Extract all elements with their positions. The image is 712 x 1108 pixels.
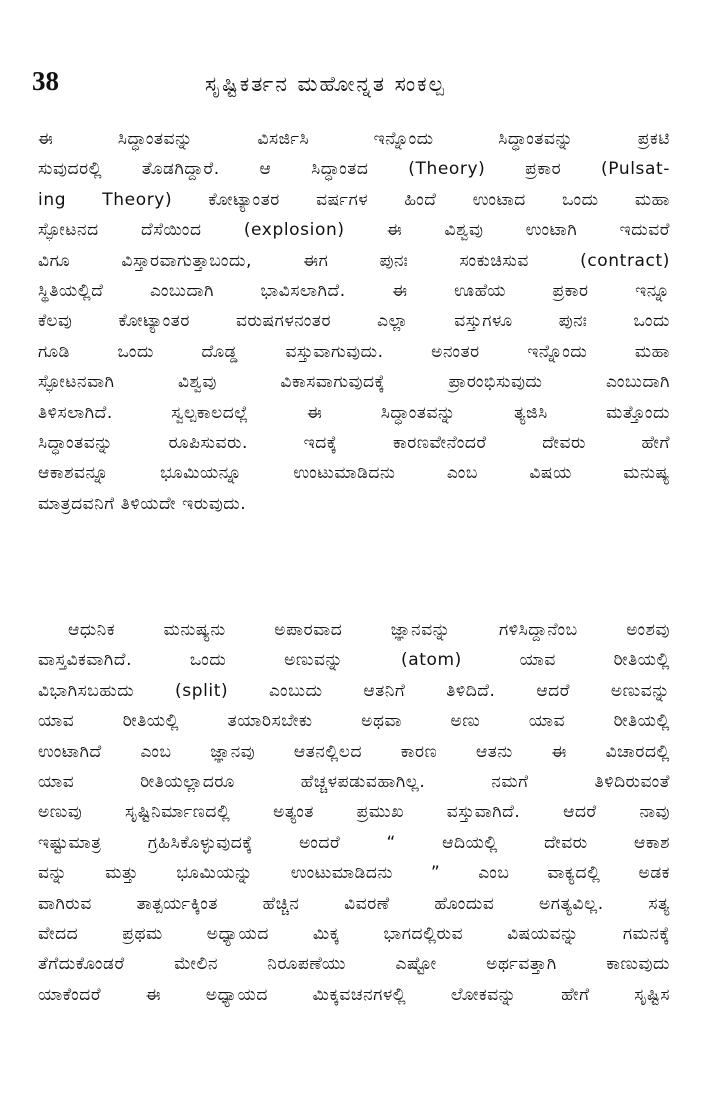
text-line: ಸ್ಫೋಟನದ ದೆಸೆಯಿಂದ (explosion) ಈ ವಿಶ್ವವು ಉಂಟಾಗಿ ಇದುವರೆ (38, 220, 670, 241)
text-line: ವಿಭಾಗಿಸಬಹುದು (split) ಎಂಬುದು ಆತನಿಗೆ ತಿಳಿದಿದೆ. ಆದರೆ ಅಣುವನ್ನು (38, 680, 670, 701)
text-line: ವಾಸ್ತವಿಕವಾಗಿದೆ. ಒಂದು ಅಣುವನ್ನು (atom) ಯಾವ ರೀತಿಯಲ್ಲಿ (38, 650, 670, 671)
text-line: ಸ್ಥಿತಿಯಲ್ಲಿದೆ ಎಂಬುದಾಗಿ ಭಾವಿಸಲಾಗಿದೆ. ಈ ಊಹೆಯ ಪ್ರಕಾರ ಇನ್ನೂ (38, 280, 670, 301)
text-line: ವನ್ನು ಮತ್ತು ಭೂಮಿಯನ್ನು ಉಂಟುಮಾಡಿದನು ” ಎಂಬ ವಾಕ್ಯದಲ್ಲಿ ಅಡಕ (38, 863, 670, 884)
text-line: ಯಾವ ರೀತಿಯಲ್ಲಿ ತಯಾರಿಸಬೇಕು ಅಥವಾ ಅಣು ಯಾವ ರೀತಿಯಲ್ಲಿ (38, 711, 670, 732)
text-line: ing Theory) ಕೋಟ್ಯಾಂತರ ವರ್ಷಗಳ ಹಿಂದೆ ಉಂಟಾದ ಒಂದು ಮಹಾ (38, 189, 670, 210)
page-header (0, 62, 712, 106)
text-line: ಮಾತ್ರದವನಿಗೆ ತಿಳಿಯದೇ ಇರುವುದು. (38, 493, 247, 514)
text-line: ಸ್ಫೋಟನವಾಗಿ ವಿಶ್ವವು ವಿಕಾಸವಾಗುವುದಕ್ಕೆ ಪ್ರಾರಂಭಿಸುವುದು ಎಂಬುದಾಗಿ (38, 372, 670, 393)
paragraph-2 (38, 615, 670, 1010)
page-number: 38 (32, 66, 59, 96)
text-line: ವಿಗೂ ವಿಸ್ತಾರವಾಗುತ್ತಾಬಂದು, ಈಗ ಪುನಃ ಸಂಕುಚಿಸುವ (contract) (38, 250, 670, 271)
text-line: ಯಾಕೆಂದರೆ ಈ ಅಧ್ಯಾಯದ ಮಿಕ್ಕವಚನಗಳಲ್ಲಿ ಲೋಕವನ್ನು ಹೇಗೆ ಸೃಷ್ಟಿಸ (38, 984, 670, 1005)
text-line: ಉಂಟಾಗಿದೆ ಎಂಬ ಜ್ಞಾನವು ಆತನಲ್ಲಿಲದ ಕಾರಣ ಆತನು ಈ ವಿಚಾರದಲ್ಲಿ (38, 741, 670, 762)
text-line: ಸಿದ್ಧಾಂತವನ್ನು ರೂಪಿಸುವರು. ಇದಕ್ಕೆ ಕಾರಣವೇನೆಂದರೆ ದೇವರು ಹೇಗೆ (38, 432, 670, 453)
text-line: ಸುವುದರಲ್ಲಿ ತೊಡಗಿದ್ದಾರೆ. ಆ ಸಿದ್ಧಾಂತದ (Theory) ಪ್ರಕಾರ (Pulsat- (38, 159, 670, 180)
text-line: ಕೆಲವು ಕೋಟ್ಯಾಂತರ ವರುಷಗಳನಂತರ ಎಲ್ಲಾ ವಸ್ತುಗಳೂ ಪುನಃ ಒಂದು (38, 311, 670, 332)
text-line: ಯಾವ ರೀತಿಯಲ್ಲಾದರೂ ಹೆಚ್ಚಳಪಡುವಹಾಗಿಲ್ಲ. ನಮಗೆ ತಿಳಿದಿರುವಂತೆ (38, 771, 670, 792)
text-line: ಗೂಡಿ ಒಂದು ದೊಡ್ಡ ವಸ್ತುವಾಗುವುದು. ಅನಂತರ ಇನ್ನೊಂದು ಮಹಾ (38, 341, 670, 362)
text-line: ವಾಗಿರುವ ತಾತ್ಪರ್ಯಕ್ಕಿಂತ ಹೆಚ್ಚಿನ ವಿವರಣೆ ಹೊಂದುವ ಅಗತ್ಯವಿಲ್ಲ. ಸತ್ಯ (38, 893, 670, 914)
text-line: ಈ ಸಿದ್ಧಾಂತವನ್ನು ವಿಸರ್ಜಿಸಿ ಇನ್ನೊಂದು ಸಿದ್ಧಾಂತವನ್ನು ಪ್ರಕಟಿ (38, 129, 670, 149)
text-line: ತಿಳಿಸಲಾಗಿದೆ. ಸ್ವಲ್ಪಕಾಲದಲ್ಲೆ ಈ ಸಿದ್ಧಾಂತವನ್ನು ತ್ಯಜಿಸಿ ಮತ್ತೊಂದು (38, 402, 670, 423)
text-line: ಆಧುನಿಕ ಮನುಷ್ಯನು ಅಪಾರವಾದ ಜ್ಞಾನವನ್ನು ಗಳಿಸಿದ್ದಾನೆಂಬ ಅಂಶವು (68, 620, 670, 640)
text-line: ಇಷ್ಟುಮಾತ್ರ ಗ್ರಹಿಸಿಕೊಳ್ಳುವುದಕ್ಕೆ ಅಂದರೆ “ ಆದಿಯಲ್ಲಿ ದೇವರು ಆಕಾಶ (38, 832, 670, 853)
paragraph-1 (38, 124, 670, 519)
text-line: ತೆಗೆದುಕೊಂಡರೆ ಮೇಲಿನ ನಿರೂಪಣೆಯು ಎಷ್ಟೋ ಅರ್ಥವತ್ತಾಗಿ ಕಾಣುವುದು (38, 954, 670, 975)
text-line: ಆಕಾಶವನ್ನೂ ಭೂಮಿಯನ್ನೂ ಉಂಟುಮಾಡಿದನು ಎಂಬ ವಿಷಯ ಮನುಷ್ಯ (38, 463, 670, 484)
text-line: ವೇದದ ಪ್ರಥಮ ಅಧ್ಯಾಯದ ಮಿಕ್ಕ ಭಾಗದಲ್ಲಿರುವ ವಿಷಯವನ್ನು ಗಮನಕ್ಕೆ (38, 923, 670, 944)
running-title: ಸೃಷ್ಟಿಕರ್ತನ ಮಹೋನ್ನತ ಸಂಕಲ್ಪ (205, 72, 446, 96)
text-line: ಅಣುವು ಸೃಷ್ಟಿನಿರ್ಮಾಣದಲ್ಲಿ ಅತ್ಯಂತ ಪ್ರಮುಖ ವಸ್ತುವಾಗಿದೆ. ಆದರೆ ನಾವು (38, 802, 670, 823)
